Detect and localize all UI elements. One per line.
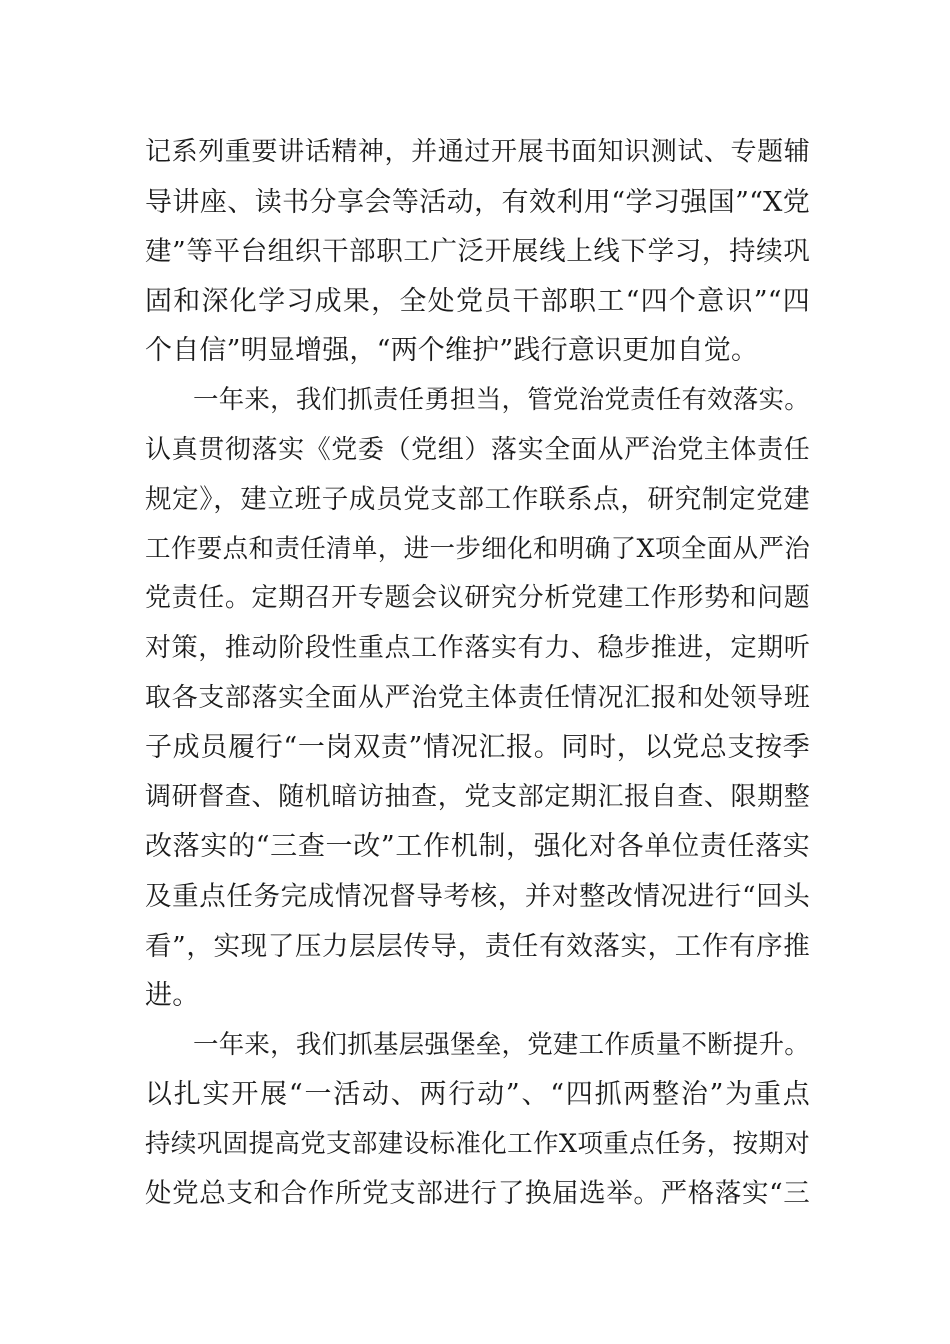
text-line: 及重点任务完成情况督导考核，并对整改情况进行“回头	[145, 880, 810, 912]
text-line: 个自信”明显增强，“两个维护”践行意识更加自觉。	[145, 335, 759, 367]
text-line: 工作要点和责任清单，进一步细化和明确了X项全面从严治	[145, 533, 810, 564]
text-line: 党责任。定期召开专题会议研究分析党建工作形势和问题	[145, 583, 810, 614]
text-line: 建”等平台组织干部职工广泛开展线上线下学习，持续巩	[145, 236, 810, 268]
text-line: 规定》，建立班子成员党支部工作联系点，研究制定党建	[145, 484, 810, 516]
text-line: 固和深化学习成果，全处党员干部职工“四个意识”“四	[145, 285, 810, 317]
paragraph-first-line: 一年来，我们抓责任勇担当，管党治党责任有效落实。	[193, 384, 810, 415]
text-line: 认真贯彻落实《党委（党组）落实全面从严治党主体责任	[145, 434, 810, 465]
paragraph-first-line: 一年来，我们抓基层强堡垒，党建工作质量不断提升。	[193, 1029, 810, 1060]
text-line: 处党总支和合作所党支部进行了换届选举。严格落实“三	[145, 1178, 810, 1210]
text-line: 导讲座、读书分享会等活动，有效利用“学习强国”“X党	[145, 186, 810, 218]
text-line: 看”，实现了压力层层传导，责任有效落实，工作有序推	[145, 930, 810, 962]
text-line: 进。	[145, 980, 200, 1012]
text-line: 记系列重要讲话精神，并通过开展书面知识测试、专题辅	[145, 137, 810, 167]
text-line: 取各支部落实全面从严治党主体责任情况汇报和处领导班	[145, 682, 810, 713]
text-line: 持续巩固提高党支部建设标准化工作X项重点任务，按期对	[145, 1128, 810, 1159]
text-line: 以扎实开展“一活动、两行动”、“四抓两整治”为重点	[145, 1079, 810, 1111]
document-body	[145, 128, 810, 1219]
text-line: 对策，推动阶段性重点工作落实有力、稳步推进，定期听	[145, 632, 810, 663]
text-line: 调研督查、随机暗访抽查，党支部定期汇报自查、限期整	[145, 781, 810, 812]
text-line: 子成员履行“一岗双责”情况汇报。同时，以党总支按季	[145, 732, 810, 764]
text-line: 改落实的“三查一改”工作机制，强化对各单位责任落实	[145, 831, 810, 863]
